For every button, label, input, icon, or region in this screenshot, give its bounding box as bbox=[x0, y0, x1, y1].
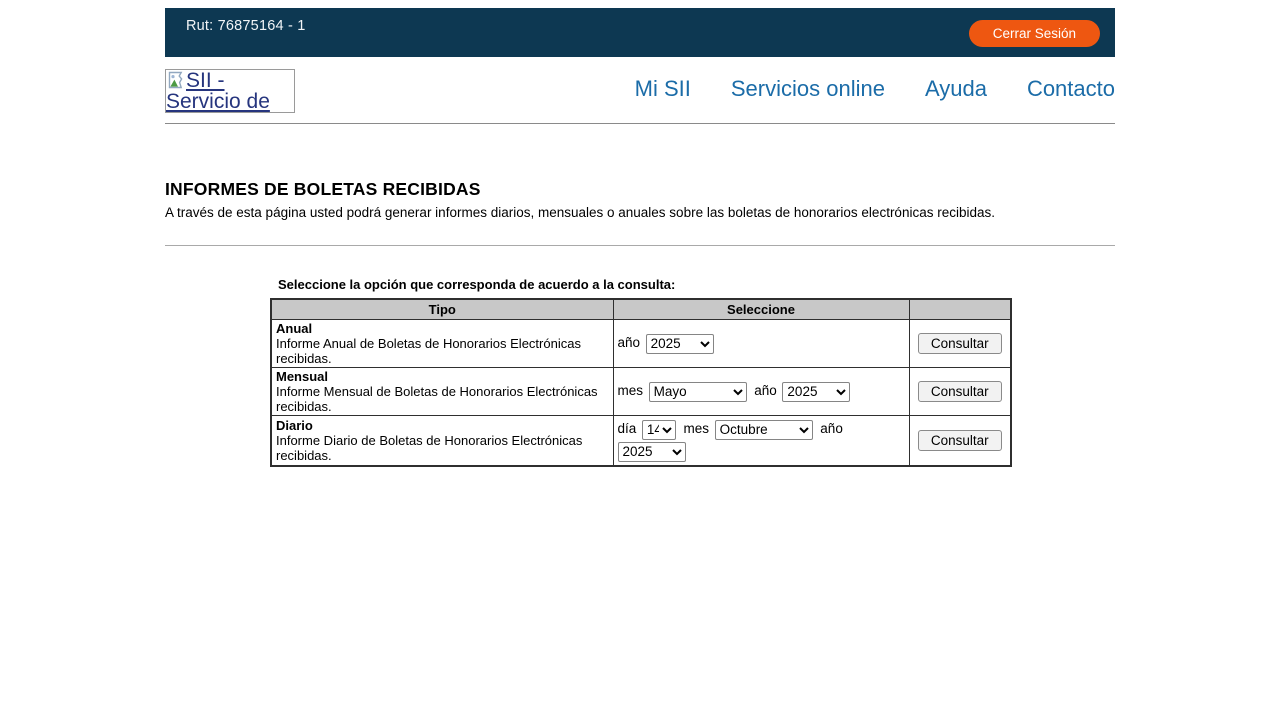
diario-month-label: mes bbox=[683, 420, 710, 436]
table-row-mensual bbox=[271, 368, 1011, 416]
anual-year-label: año bbox=[617, 334, 641, 350]
diario-day-label: día bbox=[617, 420, 637, 436]
page-subtitle: A través de esta página usted podrá generar informes diarios, mensuales o anuales sobre las boletas de honorarios electrónicas recibidas. bbox=[165, 205, 995, 220]
table-row-diario bbox=[271, 416, 1011, 467]
report-options-table bbox=[270, 298, 1012, 467]
mensual-year-label: año bbox=[754, 382, 777, 398]
mensual-type-label: Mensual bbox=[276, 369, 329, 384]
nav-item-contacto[interactable]: Contacto bbox=[1026, 76, 1115, 101]
nav-item-mi-sii[interactable]: Mi SII bbox=[634, 76, 691, 101]
diario-month-select[interactable] bbox=[715, 420, 813, 440]
logo-broken-image-link[interactable] bbox=[165, 69, 295, 113]
main-nav bbox=[635, 76, 1115, 102]
mensual-description: Informe Mensual de Boletas de Honorarios Electrónicas recibidas. bbox=[276, 384, 598, 414]
anual-consultar-button[interactable]: Consultar bbox=[918, 333, 1002, 354]
diario-day-select[interactable] bbox=[642, 420, 676, 440]
consulta-section bbox=[270, 277, 1115, 467]
nav-item-servicios-online[interactable]: Servicios online bbox=[730, 76, 885, 101]
section-divider bbox=[165, 245, 1115, 246]
table-header-row bbox=[271, 299, 1011, 320]
page bbox=[165, 8, 1115, 467]
logo-alt-text: SII - Servicio de bbox=[166, 69, 270, 113]
nav-item-ayuda[interactable]: Ayuda bbox=[924, 76, 987, 101]
mensual-consultar-button[interactable]: Consultar bbox=[918, 381, 1002, 402]
anual-description: Informe Anual de Boletas de Honorarios Electrónicas recibidas. bbox=[276, 336, 581, 366]
anual-type-label: Anual bbox=[276, 321, 313, 336]
site-header bbox=[165, 57, 1115, 124]
mensual-month-label: mes bbox=[617, 382, 644, 398]
table-row-anual bbox=[271, 320, 1011, 368]
logout-button[interactable]: Cerrar Sesión bbox=[969, 20, 1100, 47]
diario-year-select[interactable] bbox=[618, 442, 686, 462]
page-title: INFORMES DE BOLETAS RECIBIDAS bbox=[165, 179, 481, 199]
diario-year-label: año bbox=[820, 420, 843, 436]
topbar bbox=[165, 8, 1115, 57]
rut-text: Rut: 76875164 - 1 bbox=[186, 18, 306, 34]
column-header-empty bbox=[909, 299, 1011, 320]
diario-type-label: Diario bbox=[276, 418, 313, 433]
anual-year-select[interactable] bbox=[646, 334, 714, 354]
mensual-month-select[interactable] bbox=[649, 382, 747, 402]
broken-image-icon bbox=[168, 71, 185, 88]
diario-consultar-button[interactable]: Consultar bbox=[918, 430, 1002, 451]
column-header-tipo: Tipo bbox=[271, 299, 613, 320]
diario-description: Informe Diario de Boletas de Honorarios Electrónicas recibidas. bbox=[276, 433, 583, 463]
mensual-year-select[interactable] bbox=[782, 382, 850, 402]
table-caption: Seleccione la opción que corresponda de acuerdo a la consulta: bbox=[278, 277, 676, 292]
column-header-seleccione: Seleccione bbox=[613, 299, 909, 320]
